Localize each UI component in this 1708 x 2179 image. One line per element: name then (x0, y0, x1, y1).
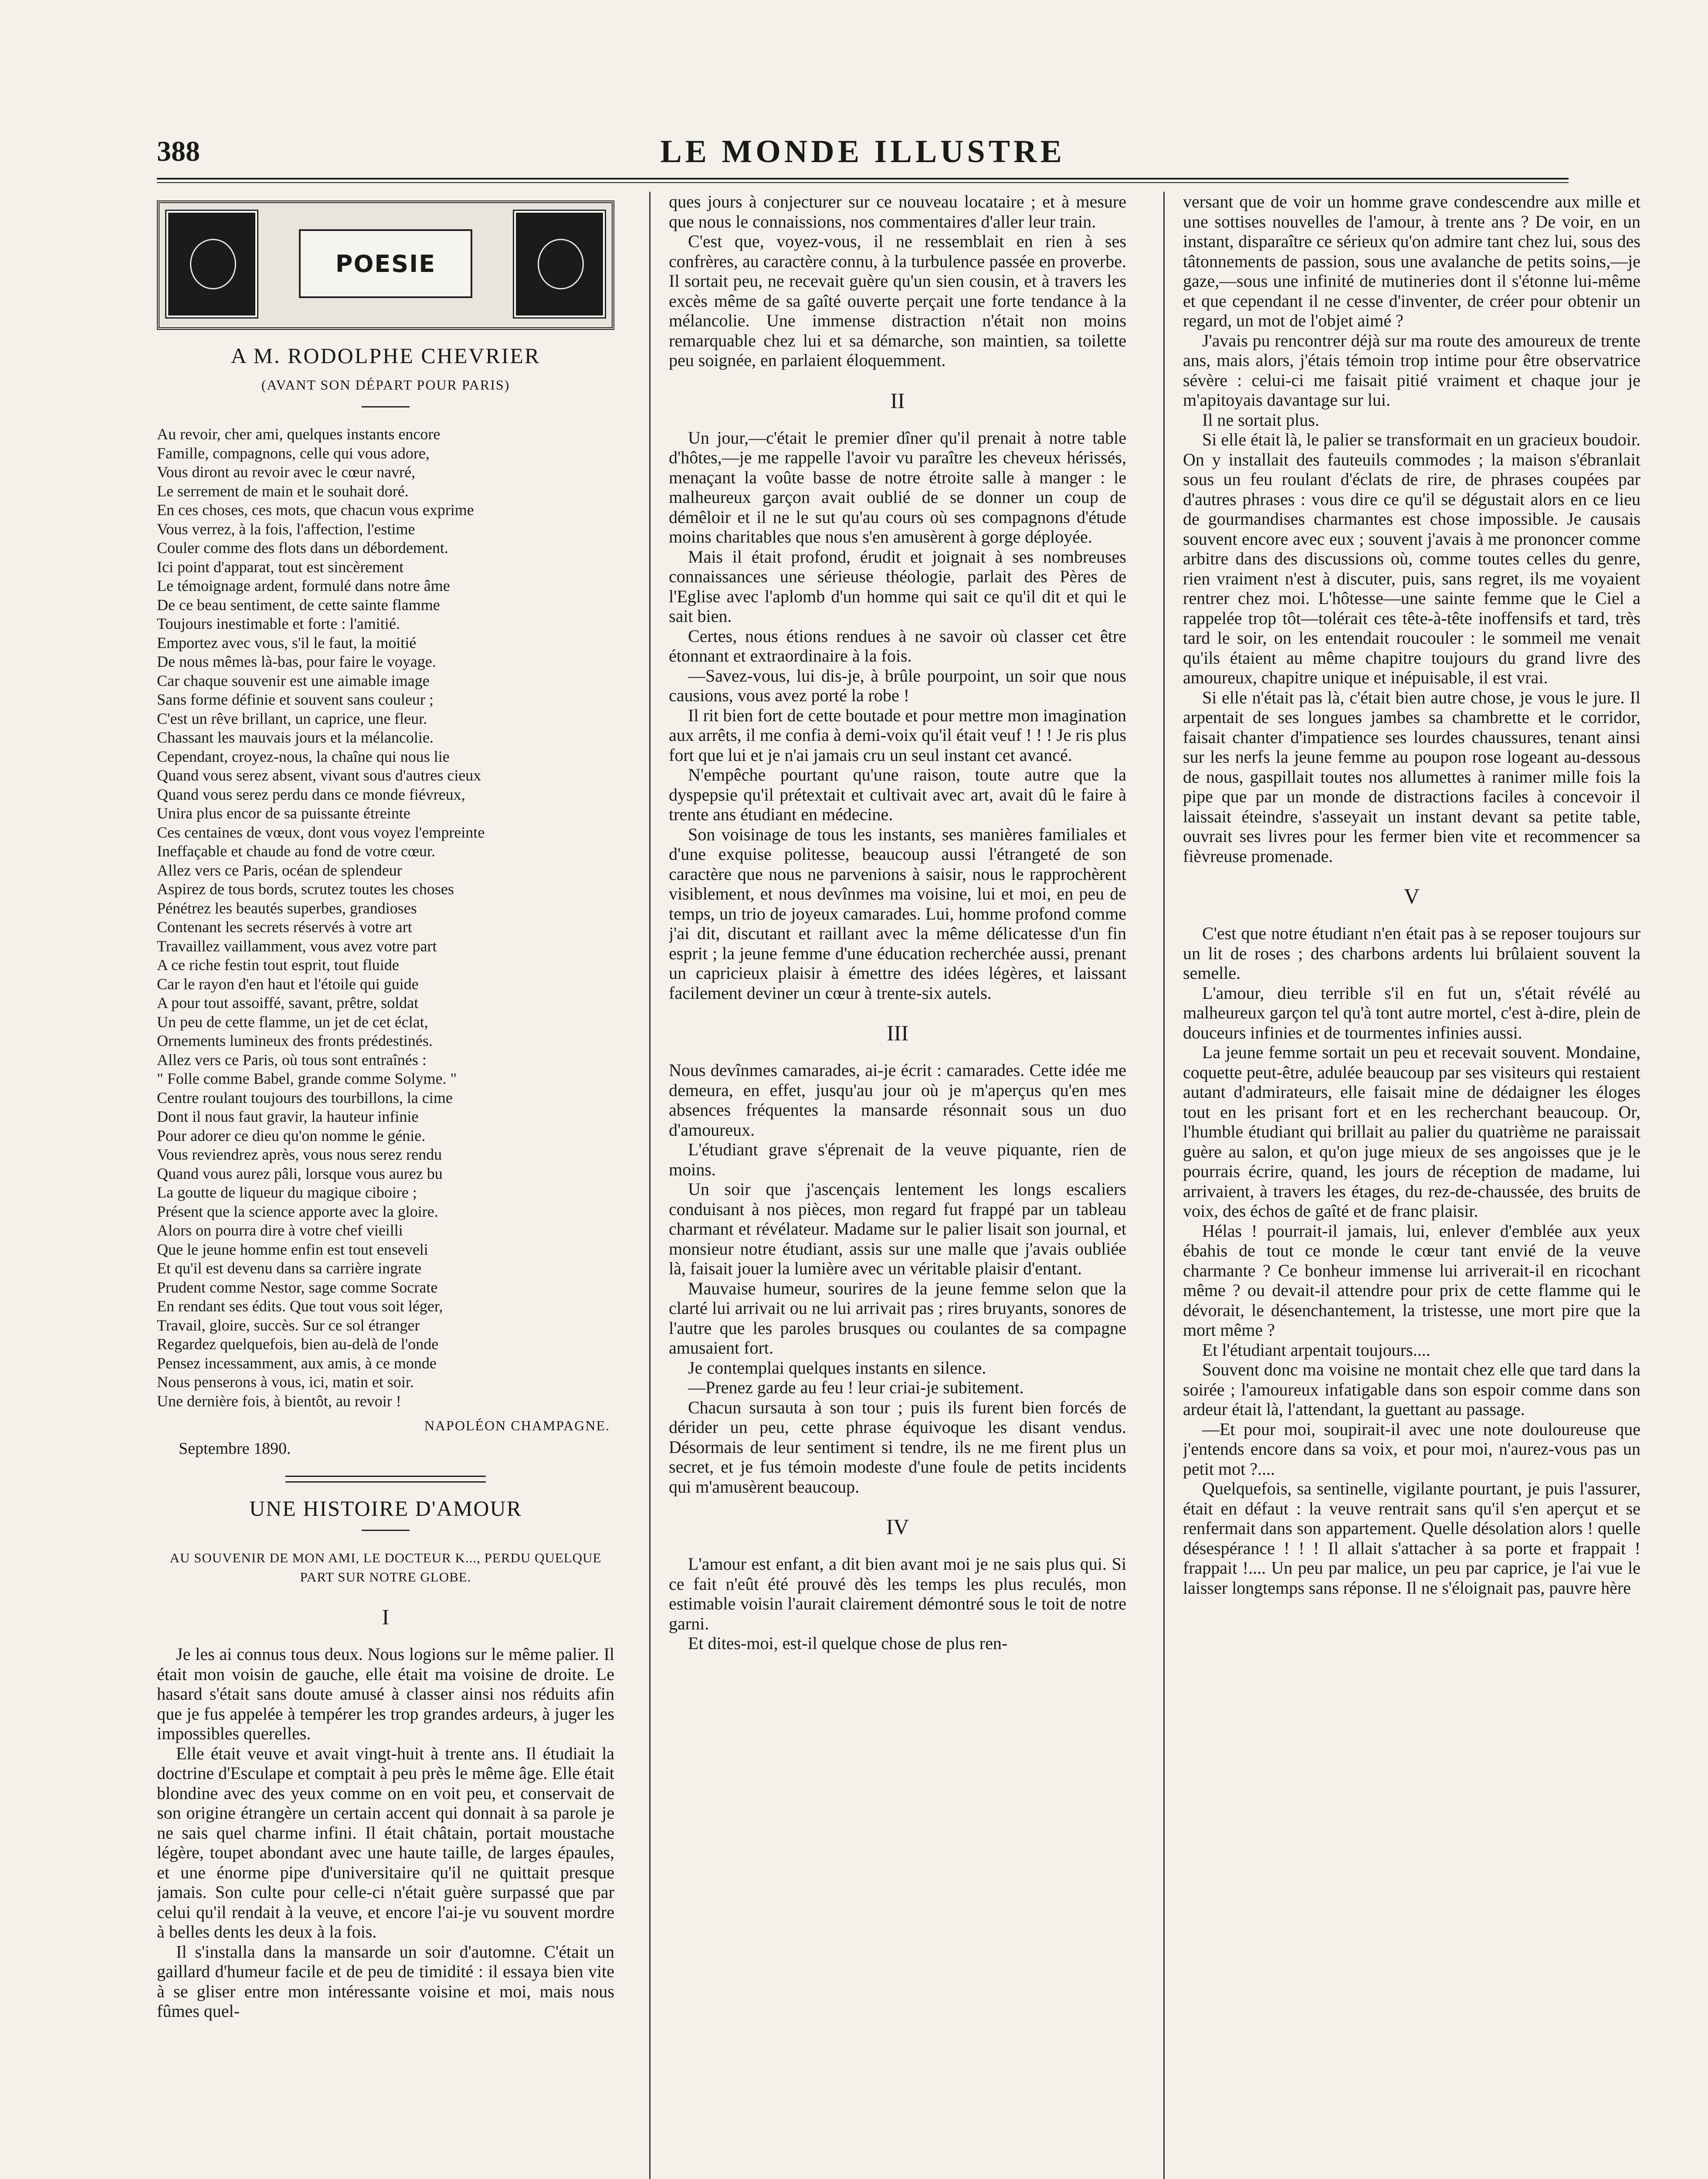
poem-line: Centre roulant toujours des tourbillons, la cime (157, 1089, 453, 1106)
story-dedication: AU SOUVENIR DE MON AMI, LE DOCTEUR K..., PERDU QUELQUE PART SUR NOTRE GLOBE. (169, 1550, 602, 1585)
poem-signature: NAPOLÉON CHAMPAGNE. (424, 1418, 610, 1433)
poem-line: Et qu'il est devenu dans sa carrière ingrate (157, 1259, 422, 1277)
divider (362, 1530, 410, 1531)
poem-line: Ornements lumineux des fronts prédestinés. (157, 1032, 433, 1049)
poem-body (157, 425, 614, 1411)
poem-line: A ce riche festin tout esprit, tout fluide (157, 956, 399, 974)
journal-title: LE MONDE ILLUSTRE (660, 134, 1065, 170)
section-heading: IV (886, 1514, 909, 1539)
column-1 (157, 192, 614, 2179)
poem-line: Emportez avec vous, s'il le faut, la moitié (157, 634, 417, 652)
poem-line: Sans forme définie et souvent sans couleur ; (157, 691, 434, 708)
section-4-body (669, 1554, 1126, 1653)
poem-line: En rendant ses édits. Que tout vous soit léger, (157, 1297, 443, 1315)
poem-line: Présent que la science apporte avec la gloire. (157, 1202, 438, 1220)
paragraph: —Et pour moi, soupirait-il avec une note douloureuse que j'entends encore dans sa voix, et pour moi, n'aurez-vous pas un petit mot ?.... (1183, 1419, 1640, 1479)
paragraph: Mais il était profond, érudit et joignait à ses nombreuses connaissances une sérieuse théologie, parlait des Pères de l'Eglise avec l'aplomb d'un homme qui sait ce qu'il dit et qui le sait bien. (669, 546, 1126, 626)
section-heading: V (1403, 884, 1420, 908)
poem-date: Septembre 1890. (179, 1439, 291, 1458)
paragraph: Si elle n'était pas là, c'était bien autre chose, je vous le jure. Il arpentait de ses longues jambes sa chambrette et le corridor, faisait chanter d'impatience ses lourdes chaussures, tenant ainsi sur les nerfs la jeune femme au poupon rose logeant au-dessous de nous, gaspillait toutes nos allumettes à ranimer mille fois la pipe que par un monde de distractions faciles à concevoir il laissait éteindre, s'asseyait un instant devant sa petite table, ouvrait ses livres pour les fermer bien vite et recommencer sa fièvreuse promenade. (1183, 687, 1640, 866)
paragraph: Je les ai connus tous deux. Nous logions sur le même palier. Il était mon voisin de gauche, elle était ma voisine de droite. Le hasard s'était sans doute amusé à classer ainsi nos réduits afin que je fus appelée à tempérer les trop grandes ardeurs, à juger les impossibles querelles. (157, 1644, 614, 1743)
poem-line: Chassant les mauvais jours et la mélancolie. (157, 729, 434, 746)
ornament-icon (166, 211, 257, 317)
poem-line: Allez vers ce Paris, où tous sont entraînés : (157, 1051, 427, 1069)
section-2-body (669, 428, 1126, 1003)
paragraph: Il s'installa dans la mansarde un soir d'automne. C'était un gaillard d'humeur facile et de peu de timidité : il essaya bien vite à se gliser entre mon intéressante voisine et moi, mais nous fûmes quel- (157, 1941, 614, 2021)
header-rule (157, 178, 1569, 180)
poem-line: Famille, compagnons, celle qui vous adore, (157, 444, 430, 462)
poem-line: Prudent comme Nestor, sage comme Socrate (157, 1278, 438, 1296)
poem-line: Dont il nous faut gravir, la hauteur infinie (157, 1108, 419, 1125)
paragraph: —Savez-vous, lui dis-je, à brûle pourpoint, un soir que nous causions, vous avez porté la robe ! (669, 665, 1126, 705)
poem-line: " Folle comme Babel, grande comme Solyme. " (157, 1070, 457, 1087)
column-2 (669, 192, 1126, 2179)
poem-line: Pensez incessamment, aux amis, à ce monde (157, 1354, 437, 1372)
column-3 (1183, 192, 1640, 2179)
paragraph: versant que de voir un homme grave condescendre aux mille et une sottises nouvelles de l'amour, à trente ans ? De voir, en un instant, disparaître ce sérieux qu'on admire tant chez lui, sous des tâtonnements de passion, sous une avalanche de petits soins,—je gaze,—sous une infinité de mutineries dont il s'étonne lui-même et que cependant il ne cesse d'inventer, de créer pour obtenir un regard, un mot de l'objet aimé ? (1183, 192, 1640, 330)
poem-line: Alors on pourra dire à votre chef vieilli (157, 1222, 403, 1239)
paragraph: Elle était veuve et avait vingt-huit à trente ans. Il étudiait la doctrine d'Esculape et comptait à peu près le même âge. Elle était blondine avec des yeux comme on en voit peu, et conservait de son origine étrangère un certain accent qui donnait à sa parole je ne sais quel charme infini. Il était châtain, portait moustache légère, toupet abondant avec une haute taille, de larges épaules, et une énorme pipe d'universitaire qu'il ne quittait presque jamais. Son culte pour celle-ci n'était guère surpassé que par celui qu'il rendait à la veuve, et encore l'ai-je vu souvent mordre à belles dents les deux à la fois. (157, 1743, 614, 1941)
section-heading: I (382, 1605, 390, 1629)
column-divider (649, 192, 651, 2179)
poem-line: A pour tout assoiffé, savant, prêtre, soldat (157, 994, 419, 1011)
paragraph: L'amour est enfant, a dit bien avant moi je ne sais plus qui. Si ce fait n'eût été prouvé dès les temps les plus reculés, mon estimable voisin l'aurait clairement démontré sous le toit de notre garni. (669, 1554, 1126, 1633)
banner-label: POESIE (299, 229, 472, 298)
poem-line: Travaillez vaillamment, vous avez votre part (157, 937, 437, 955)
poem-line: Quand vous aurez pâli, lorsque vous aurez bu (157, 1164, 443, 1182)
poem-line: Ici point d'apparat, tout est sincèrement (157, 558, 404, 576)
paragraph: Je contemplai quelques instants en silence. (688, 1358, 986, 1378)
page-header (157, 131, 1569, 174)
poem-line: Unira plus encor de sa puissante étreinte (157, 804, 410, 822)
paragraph: Il ne sortait plus. (1202, 410, 1319, 430)
poem-subtitle: (AVANT SON DÉPART POUR PARIS) (261, 377, 510, 393)
section-1-body (157, 1644, 614, 2021)
poem-line: Allez vers ce Paris, océan de splendeur (157, 861, 402, 879)
section-divider (285, 1476, 486, 1483)
poem-line: Toujours inestimable et forte : l'amitié. (157, 615, 400, 632)
paragraph: Et dites-moi, est-il quelque chose de plus ren- (688, 1633, 1008, 1653)
poem-line: Ineffaçable et chaude au fond de votre cœur. (157, 842, 436, 860)
paragraph: N'empêche pourtant qu'une raison, toute autre que la dyspepsie qu'il prétextait et cultivait avec art, avait dû le faire à trente ans étudiant en médecine. (669, 765, 1126, 824)
poem-line: Vous diront au revoir avec le cœur navré, (157, 463, 416, 481)
paragraph: Un soir que j'ascençais lentement les longs escaliers conduisant à nos pièces, mon regard fut frappé par un tableau charmant et révélateur. Madame sur le palier lisait son journal, et monsieur notre étudiant, assis sur une malle que j'avais oubliée là, faisait jouer la lumière avec un véritable plaisir d'entant. (669, 1179, 1126, 1278)
poem-line: Vous verrez, à la fois, l'affection, l'estime (157, 520, 415, 538)
paragraph: C'est que notre étudiant n'en était pas à se reposer toujours sur un lit de roses ; des charbons ardents lui brûlaient souvent la semelle. (1183, 923, 1640, 983)
poem-line: La goutte de liqueur du magique ciboire ; (157, 1184, 417, 1201)
poem-line: Quand vous serez absent, vivant sous d'autres cieux (157, 767, 481, 784)
paragraph: —Prenez garde au feu ! leur criai-je subitement. (688, 1378, 1024, 1397)
ornament-icon (514, 211, 605, 317)
paragraph: Quelquefois, sa sentinelle, vigilante pourtant, je puis l'assurer, était en défaut : la veuve rentrait sans qu'il s'en aperçut et se renfermait dans son appartement. Quelle désolation alors ! quelle désespérance ! ! ! Il allait s'attacher à sa porte et frappait ! frappait !.... Un peu par malice, un peu par caprice, je l'ai vue le laisser longtemps sans réponse. Il ne s'éloignait pas, pauvre hère (1183, 1479, 1640, 1598)
poem-line: Car chaque souvenir est une aimable image (157, 672, 430, 689)
poem-line: Le serrement de main et le souhait doré. (157, 482, 409, 500)
poem-line: C'est un rêve brillant, un caprice, une fleur. (157, 709, 427, 727)
section-5-body (1183, 923, 1640, 1598)
paragraph: ques jours à conjecturer sur ce nouveau locataire ; et à mesure que nous le connaissions, nos commentaires d'aller leur train. (669, 192, 1126, 231)
paragraph: Il rit bien fort de cette boutade et pour mettre mon imagination aux arrêts, il me confia à demi-voix qu'il était veuf ! ! ! Je ris plus fort que lui et je n'ai jamais cru un seul instant cet avancé. (669, 705, 1126, 765)
poem-line: Nous penserons à vous, ici, matin et soir. (157, 1373, 414, 1391)
paragraph: Mauvaise humeur, sourires de la jeune femme selon que la clarté lui arrivait ou ne lui arrivait pas ; rires bruyants, sonores de l'autre que les paroles brusques ou coulantes de sa compagne amusaient fort. (669, 1278, 1126, 1358)
poem-line: Car le rayon d'en haut et l'étoile qui guide (157, 975, 419, 993)
page-number: 388 (157, 136, 200, 167)
paragraph: Et l'étudiant arpentait toujours.... (1202, 1340, 1430, 1360)
divider (362, 406, 410, 407)
section-heading: II (890, 388, 905, 413)
paragraph: Hélas ! pourrait-il jamais, lui, enlever d'emblée aux yeux ébahis de tout ce monde le cœur tant envié de la veuve charmante ? Ce bonheur immense lui arriverait-il en ricochant même ? ou devait-il attendre pour prix de cette flamme qui le dévorait, le désenchantement, la tristesse, une mort pire que la mort même ? (1183, 1221, 1640, 1340)
column-divider (1163, 192, 1165, 2179)
poem-line: De nous mêmes là-bas, pour faire le voyage. (157, 653, 436, 670)
paragraph: J'avais pu rencontrer déjà sur ma route des amoureux de trente ans, mais alors, j'étais témoin trop intime pour être observatrice sévère : celui-ci me faisait pitié vraiment et chaque jour je m'apitoyais davantage sur lui. (1183, 330, 1640, 410)
poem-line: Une dernière fois, à bientôt, au revoir ! (157, 1392, 401, 1410)
paragraph: C'est que, voyez-vous, il ne ressemblait en rien à ses confrères, au caractère connu, à la turbulence passée en proverbe. Il sortait peu, ne recevait guère qu'un sien cousin, et à travers les excès même de sa gaîté ouverte perçait une forte tendance à la mélancolie. Une immense distraction n'était non moins remarquable chez lui et sa démarche, son maintien, sa toilette peu soignée, en parlaient éloquemment. (669, 231, 1126, 370)
poem-line: Cependant, croyez-nous, la chaîne qui nous lie (157, 747, 450, 765)
section-4-continued (1183, 192, 1640, 866)
paragraph: Certes, nous étions rendues à ne savoir où classer cet être étonnant et extraordinaire à la fois. (669, 626, 1126, 665)
poem-line: Pour adorer ce dieu qu'on nomme le génie. (157, 1127, 426, 1144)
poetry-banner (157, 200, 614, 330)
poem-line: Que le jeune homme enfin est tout enseveli (157, 1240, 428, 1258)
poem-line: Le témoignage ardent, formulé dans notre âme (157, 577, 450, 594)
paragraph: Son voisinage de tous les instants, ses manières familiales et d'une exquise politesse, beaucoup aussi l'étrangeté de son caractère que nous ne parvenions à saisir, nous le rapprochèrent visiblement, et nous devînmes ma voisine, lui et moi, en peu de temps, un trio de joyeux camarades. Lui, homme profond comme j'ai dit, discutant et raillant avec la même délicatesse d'un fin esprit ; la jeune femme d'une éducation recherchée aussi, prenant un capricieux plaisir à émettre des idées légères, et laissant facilement deviner un cœur à trente-six autels. (669, 824, 1126, 1003)
poem-line: Ces centaines de vœux, dont vous voyez l'empreinte (157, 823, 485, 841)
paragraph: Souvent donc ma voisine ne montait chez elle que tard dans la soirée ; l'amoureux infatigable dans son espoir comme dans son ardeur était là, l'attendant, la guettant au passage. (1183, 1360, 1640, 1419)
section-heading: III (887, 1021, 908, 1045)
paragraph: Si elle était là, le palier se transformait en un gracieux boudoir. On y installait des fauteuils commodes ; la maison s'ébranlait sous un feu roulant d'éclats de rire, de phrases coupées par d'autres phrases : vous dire ce qu'il se dégustait alors en ce lieu de gourmandises charmantes est chose impossible. Je causais souvent encore avec eux ; souvent j'avais à me prononcer comme arbitre dans des discussions où, comme toutes celles du genre, rien vraiment n'est à discuter, puis, sans regret, ils me voyaient rentrer chez moi. L'hôtesse—une sainte femme que le Ciel a rappelée trop tôt—tolérait ces tête-à-tête inoffensifs et tard, très tard le soir, on les entendait roucouler : le sommeil me venait qu'ils étaient au même chapitre toujours du grand livre des amoureux, chapitre unique et inépuisable, il est vrai. (1183, 430, 1640, 687)
poem-line: Quand vous serez perdu dans ce monde fiévreux, (157, 785, 465, 803)
poem-line: Travail, gloire, succès. Sur ce sol étranger (157, 1316, 420, 1334)
paragraph: Un jour,—c'était le premier dîner qu'il prenait à notre table d'hôtes,—je me rappelle l'avoir vu paraître les cheveux hérissés, menaçant la voûte basse de notre étroite salle à manger : le malheureux garçon avait oublié de se donner un coup de démêloir et il ne le sut qu'au cours où ses compagnons d'étude moins charitables que nous s'en amusèrent à gorge déployée. (669, 428, 1126, 546)
poem-line: Un peu de cette flamme, un jet de cet éclat, (157, 1013, 428, 1031)
poem-line: En ces choses, ces mots, que chacun vous exprime (157, 501, 474, 519)
section-3-body (669, 1060, 1126, 1497)
section-1-continued (669, 192, 1126, 370)
poem-line: Au revoir, cher ami, quelques instants encore (157, 425, 441, 443)
poem-line: Regardez quelquefois, bien au-delà de l'onde (157, 1335, 439, 1353)
poem-title: A M. RODOLPHE CHEVRIER (230, 343, 541, 368)
poem-line: Vous reviendrez après, vous nous serez rendu (157, 1146, 442, 1163)
paragraph: L'étudiant grave s'éprenait de la veuve piquante, rien de moins. (669, 1140, 1126, 1179)
paragraph: L'amour, dieu terrible s'il en fut un, s'était révélé au malheureux garçon tel qu'à tont autre mortel, c'est à-dire, plein de douceurs infinies et de tourmentes infinies aussi. (1183, 983, 1640, 1042)
poem-line: Contenant les secrets réservés à votre art (157, 918, 412, 936)
poem-line: Aspirez de tous bords, scrutez toutes les choses (157, 880, 454, 898)
poem-line: Pénétrez les beautés superbes, grandioses (157, 899, 417, 917)
poem-line: Couler comme des flots dans un débordement. (157, 539, 448, 557)
story-title: UNE HISTOIRE D'AMOUR (249, 1496, 522, 1521)
paragraph: Nous devînmes camarades, ai-je écrit : camarades. Cette idée me demeura, en effet, jusqu'au jour où je m'aperçus qu'en mes absences fréquentes la mansarde résonnait sous un duo d'amoureux. (669, 1060, 1126, 1140)
header-rule-thin (157, 182, 1569, 183)
paragraph: La jeune femme sortait un peu et recevait souvent. Mondaine, coquette peut-être, adulée beaucoup par ses visiteurs qui restaient autant d'admirateurs, elle faisait mine de dédaigner les éloges tout en les prisant fort et en les recherchant beaucoup. Or, l'humble étudiant qui brillait au palier du quatrième ne paraissait guère au salon, et qu'on juge mieux de ses angoisses que je le pourrais écrire, quand, les jours de réception de madame, lui arrivaient, à travers les étages, du rez-de-chaussée, des bruits de voix, des échos de gaîté et de franc plaisir. (1183, 1042, 1640, 1221)
paragraph: Chacun sursauta à son tour ; puis ils furent bien forcés de dérider un peu, cette phrase équivoque les disant vendus. Désormais de leur sentiment si tendre, ils ne me firent plus un secret, et je fus témoin modeste d'une foule de petits incidents qui m'amusèrent beaucoup. (669, 1397, 1126, 1497)
poem-line: De ce beau sentiment, de cette sainte flamme (157, 596, 440, 614)
